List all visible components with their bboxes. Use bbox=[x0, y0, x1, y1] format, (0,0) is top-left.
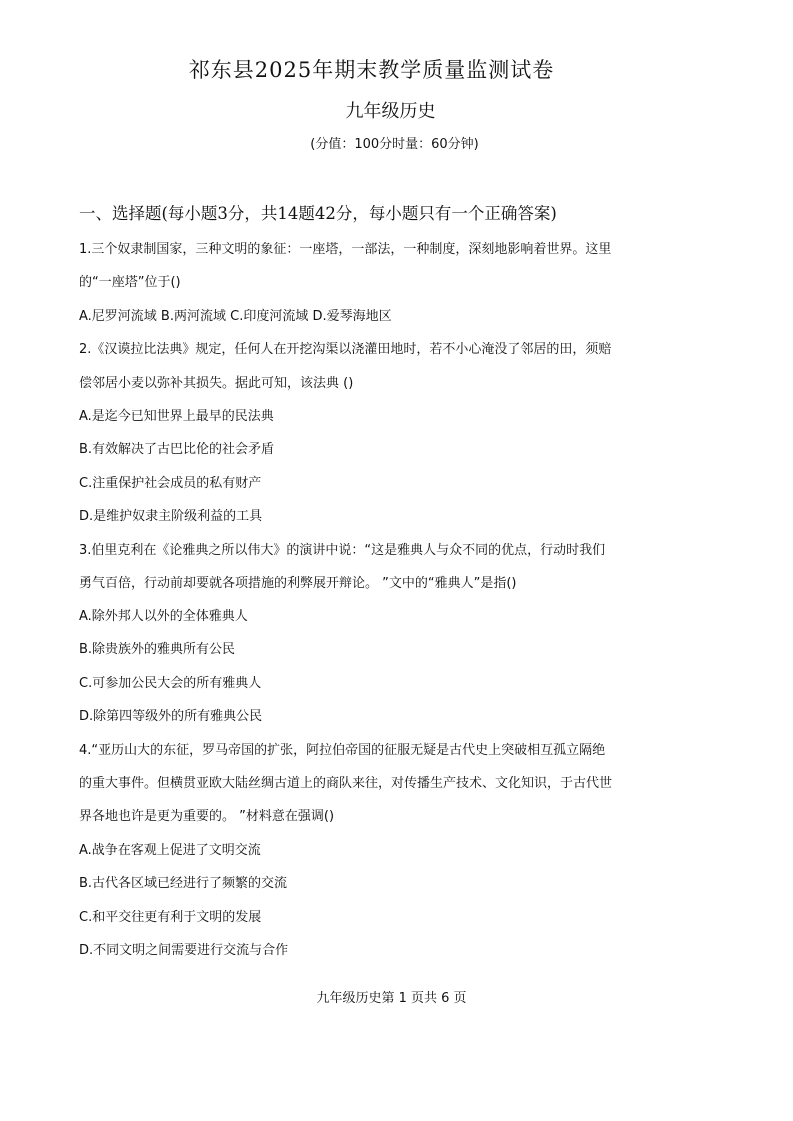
question-option: D.不同文明之间需要进行交流与合作 bbox=[79, 943, 289, 958]
exam-info bbox=[0, 133, 793, 152]
question-option: C.可参加公民大会的所有雅典人 bbox=[79, 676, 262, 691]
question-stem-line: 界各地也许是更为重要的。 ”材料意在强调() bbox=[79, 809, 335, 824]
page-number-text: 九年级历史第 1 页共 6 页 bbox=[316, 991, 467, 1006]
exam-title bbox=[0, 54, 793, 84]
question-option: A.战争在客观上促进了文明交流 bbox=[79, 843, 261, 858]
question-stem-line: 4.“亚历山大的东征，罗马帝国的扩张，阿拉伯帝国的征服无疑是古代史上突破相互孤立隔绝 bbox=[79, 743, 606, 758]
question-option: B.除贵族外的雅典所有公民 bbox=[79, 642, 236, 657]
exam-subtitle-text: 九年级历史 bbox=[345, 101, 436, 122]
section-heading: 一、选择题(每小题3分，共14题42分，每小题只有一个正确答案) bbox=[79, 204, 557, 223]
question-stem-line: 1.三个奴隶制国家，三种文明的象征：一座塔，一部法，一种制度，深刻地影响着世界。这里 bbox=[79, 242, 612, 257]
question-option: C.和平交往更有利于文明的发展 bbox=[79, 910, 262, 925]
question-stem-line: 2.《汉谟拉比法典》规定，任何人在开挖沟渠以浇灌田地时，若不小心淹没了邻居的田，须赔 bbox=[79, 342, 612, 357]
question-option: A.是迄今已知世界上最早的民法典 bbox=[79, 409, 274, 424]
question-option: B.古代各区域已经进行了频繁的交流 bbox=[79, 876, 288, 891]
question-stem-line: 勇气百倍，行动前却要就各项措施的利弊展开辩论。 ”文中的“雅典人”是指() bbox=[79, 576, 517, 591]
page-footer bbox=[0, 987, 793, 1006]
question-option: A.尼罗河流域 B.两河流域 C.印度河流域 D.爱琴海地区 bbox=[79, 309, 392, 324]
question-option: D.是维护奴隶主阶级利益的工具 bbox=[79, 509, 263, 524]
exam-title-text: 祁东县2025年期末教学质量监测试卷 bbox=[188, 58, 555, 82]
exam-info-text: (分值：100分时量：60分钟) bbox=[310, 137, 479, 152]
question-option: A.除外邦人以外的全体雅典人 bbox=[79, 609, 248, 624]
question-stem-line: 偿邻居小麦以弥补其损失。据此可知，该法典 () bbox=[79, 376, 354, 391]
question-stem-line: 的重大事件。但横贯亚欧大陆丝绸古道上的商队来往，对传播生产技术、文化知识，于古代世 bbox=[79, 776, 613, 791]
question-option: D.除第四等级外的所有雅典公民 bbox=[79, 709, 263, 724]
question-option: C.注重保护社会成员的私有财产 bbox=[79, 476, 262, 491]
exam-subtitle bbox=[0, 97, 793, 123]
question-option: B.有效解决了古巴比伦的社会矛盾 bbox=[79, 442, 275, 457]
question-stem-line: 3.伯里克利在《论雅典之所以伟大》的演讲中说：“这是雅典人与众不同的优点，行动时我们 bbox=[79, 543, 606, 558]
question-stem-line: 的“一座塔”位于() bbox=[79, 275, 181, 290]
